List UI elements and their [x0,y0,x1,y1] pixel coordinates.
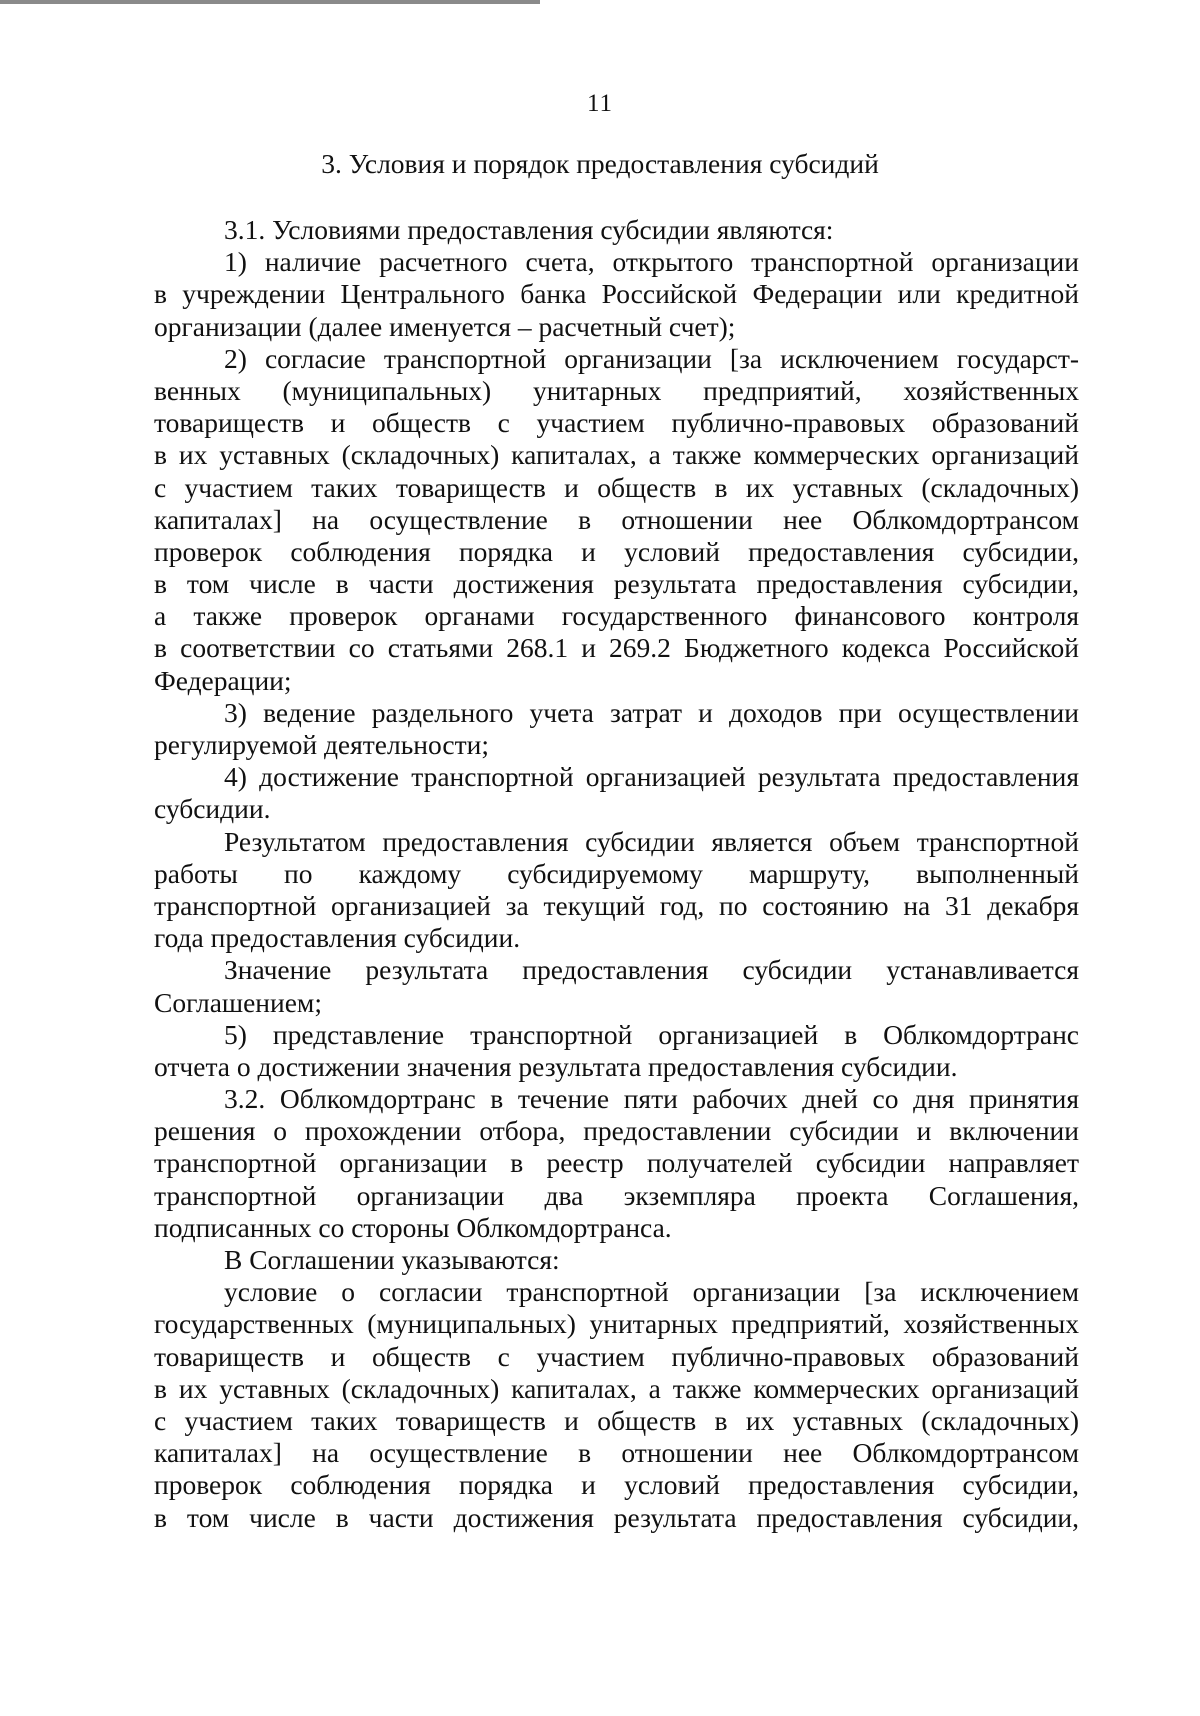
text-line: условие о согласии транспортной организации [за исключением [224,1276,1079,1308]
text-line: в соответствии со статьями 268.1 и 269.2 Бюджетного кодекса Российской [154,632,1079,664]
text-line: капиталах] на осуществление в отношении нее Облкомдортрансом [154,503,1079,535]
text-line: Результатом предоставления субсидии является объем транспортной [224,825,1079,857]
text-line: года предоставления субсидии. [154,922,521,954]
text-line: подписанных со стороны Облкомдортранса. [154,1211,672,1243]
text-line: 3) ведение раздельного учета затрат и доходов при осуществлении [224,696,1079,728]
text-line: в их уставных (складочных) капиталах, а также коммерческих организаций [154,439,1079,471]
text-line: с участием таких товариществ и обществ в их уставных (складочных) [154,1404,1079,1436]
text-line: товариществ и обществ с участием публично-правовых образований [154,1340,1079,1372]
text-line: государственных (муниципальных) унитарных предприятий, хозяйственных [154,1308,1079,1340]
text-line: 3.2. Облкомдортранс в течение пяти рабочих дней со дня принятия [224,1083,1079,1115]
text-line: транспортной организации два экземпляра проекта Соглашения, [154,1179,1079,1211]
text-line: в том числе в части достижения результата предоставления субсидии, [154,568,1079,600]
text-line: Значение результата предоставления субсидии устанавливается [224,954,1079,986]
text-line: транспортной организацией за текущий год, по состоянию на 31 декабря [154,889,1079,921]
text-line: решения о прохождении отбора, предоставлении субсидии и включении [154,1115,1079,1147]
text-line: а также проверок органами государственного финансового контроля [154,600,1079,632]
text-line: Федерации; [154,664,292,696]
text-line: субсидии. [154,793,271,825]
text-line: 3.1. Условиями предоставления субсидии являются: [224,214,834,245]
text-line: товариществ и обществ с участием публично-правовых образований [154,407,1079,439]
scan-edge-line [0,0,540,4]
text-line: организации (далее именуется – расчетный счет); [154,310,736,342]
text-line: Соглашением; [154,986,322,1018]
text-line: В Соглашении указываются: [224,1244,560,1275]
text-line: 5) представление транспортной организацией в Облкомдортранс [224,1018,1079,1050]
text-line: с участием таких товариществ и обществ в их уставных (складочных) [154,471,1079,503]
page-number: 11 [586,90,614,117]
text-line: регулируемой деятельности; [154,729,490,760]
text-line: в том числе в части достижения результата предоставления субсидии, [154,1501,1079,1533]
text-line: транспортной организации в реестр получателей субсидии направляет [154,1147,1079,1179]
text-line: работы по каждому субсидируемому маршруту, выполненный [154,857,1079,889]
section-heading: 3. Условия и порядок предоставления субсидий [321,148,879,179]
text-line: проверок соблюдения порядка и условий предоставления субсидии, [154,1469,1079,1501]
text-line: отчета о достижении значения результата предоставления субсидии. [154,1050,958,1082]
text-line: проверок соблюдения порядка и условий предоставления субсидии, [154,535,1079,567]
text-line: 2) согласие транспортной организации [за исключением государст- [224,342,1079,374]
text-line: 4) достижение транспортной организацией результата предоставления [224,761,1079,793]
text-line: в их уставных (складочных) капиталах, а также коммерческих организаций [154,1372,1079,1404]
text-line: в учреждении Центрального банка Российской Федерации или кредитной [154,278,1079,310]
text-line: капиталах] на осуществление в отношении нее Облкомдортрансом [154,1437,1079,1469]
document-body [154,214,1079,1534]
text-line: 1) наличие расчетного счета, открытого транспортной организации [224,246,1079,278]
text-line: венных (муниципальных) унитарных предприятий, хозяйственных [154,374,1079,406]
